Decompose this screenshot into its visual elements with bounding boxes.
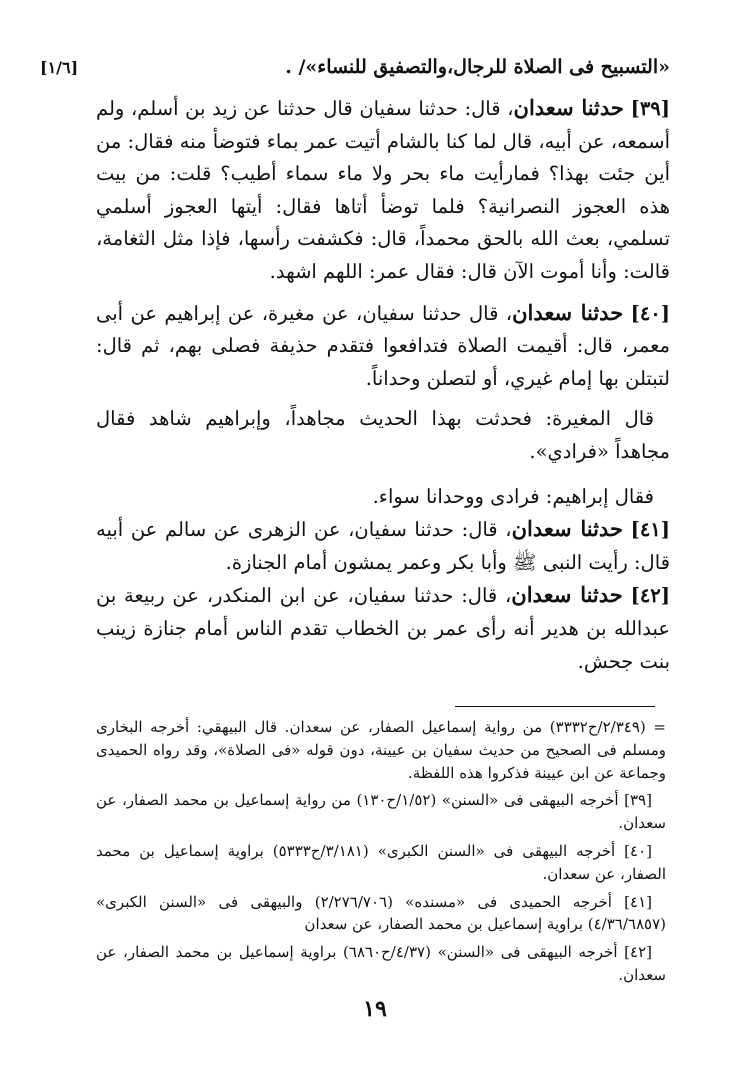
hadith-number: [٤١] xyxy=(630,518,671,542)
narrator-heading: حدثنا سعدان xyxy=(511,582,623,608)
footnotes xyxy=(96,716,666,992)
footnote-40: [٤٠] أخرجه البيهقى فى «السنن الكبرى» (٣/١٨١/ح٥٣٣٣) براوية إسماعيل بن محمد الصفار، عن سعدان. xyxy=(96,841,666,883)
hadith-number: [٤٠] xyxy=(630,301,670,325)
footnote-39: [٣٩] أخرجه البيهقى فى «السنن» (١/٥٢/ح١٣٠) من رواية إسماعيل بن محمد الصفار، عن سعدان. xyxy=(96,791,666,833)
hadith-40 xyxy=(96,297,670,396)
hadith-41 xyxy=(96,513,670,579)
hadith-number: [٤٢] xyxy=(630,584,671,608)
hadith-text: ، قال: حدثنا سفيان، عن الزهرى عن سالم عن أبيه قال: رأيت النبى ﷺ وأبا بكر وعمر يمشون أمام الجنازة. xyxy=(96,518,670,574)
page-number: ١٩ xyxy=(363,996,387,1022)
hadith-text: ، قال حدثنا سفيان، عن مغيرة، عن إبراهيم عن أبى معمر، قال: أقيمت الصلاة فتدافعوا فتقدم حذيفة فصلى بهم، ثم قال: لتبتلن بها إمام غيري، أو لتصلن وحداناً. xyxy=(96,301,670,390)
hadith-39 xyxy=(96,92,670,289)
hadith-text: ، قال: حدثنا سفيان قال حدثنا عن زيد بن أسلم، ولم أسمعه، عن أبيه، قال لما كنا بالشام أتيت عمر بماء فتوضأ منه فقال: من أين جئت بهذا؟ فمارأيت ماء بحر ولا ماء سماء أطيب؟ قلت: من بيت هذه العجوز النصرانية؟ فلما توضأ أتاها فقال: أيتها العجوز أسلمي تسلمي، بعث الله بالحق محمداً، قال: فكشفت رأسها، فإذا مثل الثغامة، قالت: وأنا أموت الآن قال: فقال عمر: اللهم اشهد. xyxy=(96,97,671,283)
hadith-42 xyxy=(96,579,670,678)
paragraph-ibrahim: فقال إبراهيم: فرادى ووحدانا سواء. xyxy=(372,484,654,508)
footnote-42: [٤٢] أخرجه البيهقى فى «السنن» (٤/٣٧/ح٦٨٦٠) براوية إسماعيل بن محمد الصفار، عن سعدان. xyxy=(96,943,666,984)
paragraph-mughira: قال المغيرة: فحدثت بهذا الحديث مجاهداً، وإبراهيم شاهد فقال مجاهداً «فرادي». xyxy=(96,407,670,463)
footnote-divider xyxy=(455,706,655,707)
narrator-heading: حدثنا سعدان xyxy=(511,516,623,542)
hadith-text: ، قال: حدثنا سفيان، عن ابن المنكدر، عن ربيعة بن عبدالله بن هدير أنه رأى عمر بن الخطاب تقدم الناس أمام جنازة زينب بنت جحش. xyxy=(96,584,670,673)
section-mark: [١/٦] xyxy=(40,58,79,77)
footnote-continuation: = (٢/٣٤٩/ح٣٣٣٢) من رواية إسماعيل الصفار، عن سعدان. قال البيهقي: أخرجه البخارى ومسلم فى الصحيح من حديث سفيان بن عيينة، دون قوله «فى الصلاة»، وقد رواه الحميدى وجماعة عن ابن عيينة فذكروا هذه اللفظة. xyxy=(96,718,666,782)
main-text xyxy=(96,92,670,678)
narrator-heading: حدثنا سعدان xyxy=(513,95,624,120)
hadith-number: [٣٩] xyxy=(630,97,670,120)
footnote-41: [٤١] أخرجه الحميدى فى «مسنده» (٢/٢٧٦/٧٠٦) والبيهقى فى «السنن الكبرى» (٤/٣٦/٦٨٥٧) براوية إسماعيل بن محمد الصفار، عن سعدان xyxy=(96,892,666,934)
page-header xyxy=(40,56,670,86)
running-title: «التسبيح فى الصلاة للرجال،والتصفيق للنساء»/ . xyxy=(285,56,670,78)
narrator-heading: حدثنا سعدان xyxy=(512,299,624,325)
